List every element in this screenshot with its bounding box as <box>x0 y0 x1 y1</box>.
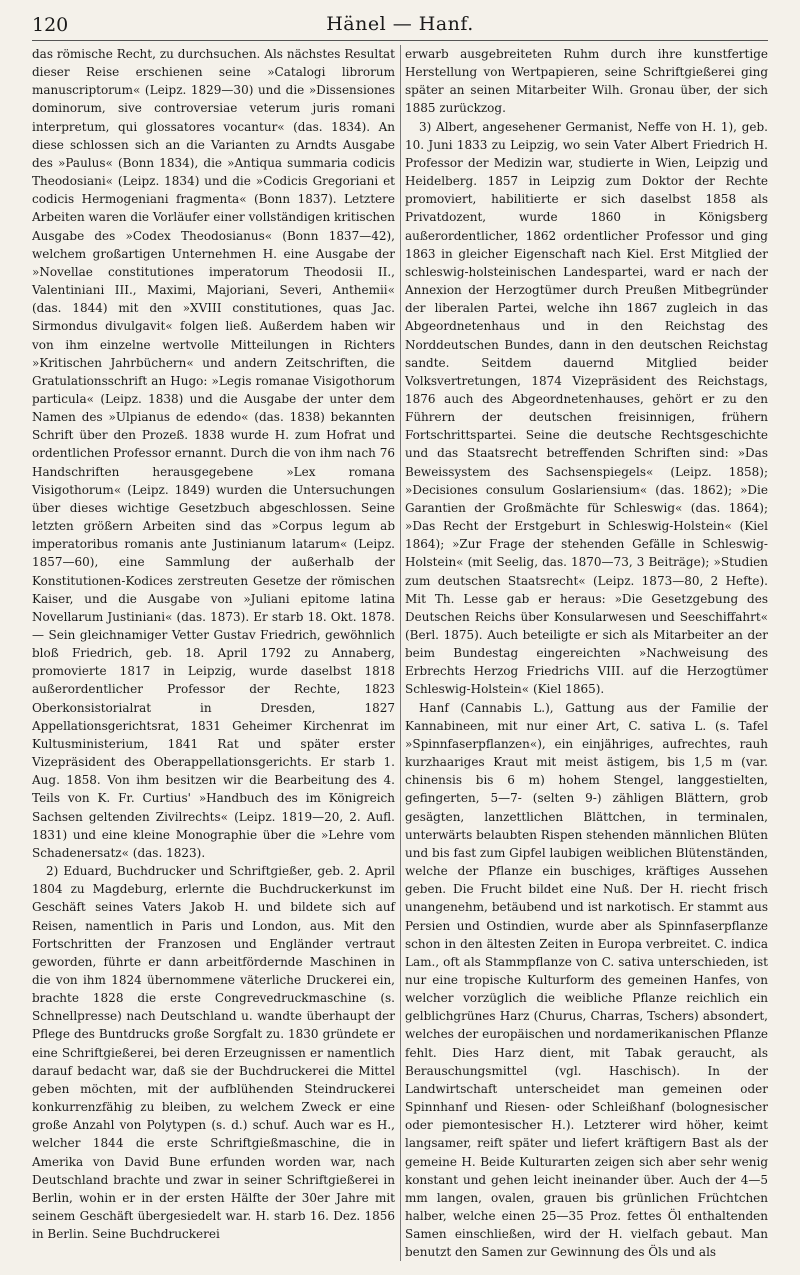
left-column <box>32 45 395 1261</box>
paragraph: Hanf (Cannabis L.), Gattung aus der Familie der Kannabineen, mit nur einer Art, C. sativa L. (s. Tafel »Spinnfaserpflanzen«), ein einjähriges, aufrechtes, rauh kurzhaariges Kraut mit meist ästigem, bis 1,5 m (var. chinensis bis 6 m) hohem Stengel, langgestielten, gefingerten, 5—7- (selten 9-) zähligen Blättern, grob gesägten, lanzettlichen Blättchen, in terminalen, unterwärts belaubten Rispen stehenden männlichen Blüten und bis fast zum Gipfel laubigen weiblichen Blütenständen, welche der Pflanze ein buschiges, kräftiges Aussehen geben. Die Frucht bildet eine Nuß. Der H. riecht frisch unangenehm, betäubend und ist narkotisch. Er stammt aus Persien und Ostindien, wurde aber als Spinnfaserpflanze schon in den ältesten Zeiten in Europa verbreitet. C. indica Lam., oft als Stammpflanze von C. sativa unterschieden, ist nur eine tropische Kulturform des gemeinen Hanfes, von welcher vorzüglich die weibliche Pflanze reichlich ein gelblichgrünes Harz (Churus, Charras, Tschers) absondert, welches der europäischen und nordamerikanischen Pflanze fehlt. Dies Harz dient, mit Tabak geraucht, als Berauschungsmittel (vgl. Haschisch). In der Landwirtschaft unterscheidet man gemeinen oder Spinnhanf und Riesen- oder Schleißhanf (bolognesischer oder piemontesischer H.). Letzterer wird höher, keimt langsamer, reift später und liefert kräftigern Bast als der gemeine H. Beide Kulturarten zeigen sich aber sehr wenig konstant und gehen leicht ineinander über. Auch der 4—5 mm langen, ovalen, grauen bis grünlichen Früchtchen halber, welche einen 25—35 Proz. fettes Öl enthaltenden Samen einschließen, wird der H. vielfach gebaut. Man benutzt den Samen zur Gewinnung des Öls und als <box>405 700 768 1260</box>
paragraph: das römische Recht, zu durchsuchen. Als nächstes Resultat dieser Reise erschienen seine »Catalogi librorum manuscriptorum« (Leipz. 1829—30) und die »Dissensiones dominorum, sive controversiae veterum juris romani interpretum, qui glossatores vocantur« (das. 1834). An diese schlossen sich an die Varianten zu Arndts Ausgabe des »Paulus« (Bonn 1834), die »Antiqua summaria codicis Theodosiani« (Leipz. 1834) und die »Codicis Gregoriani et codicis Hermogeniani fragmenta« (Bonn 1837). Letztere Arbeiten waren die Vorläufer einer vollständigen kritischen Ausgabe des »Codex Theodosianus« (Bonn 1837—42), welchem großartigen Unternehmen H. eine Ausgabe der »Novellae constitutiones imperatorum Theodosii II., Valentiniani III., Maximi, Majoriani, Severi, Anthemii« (das. 1844) mit den »XVIII constitutiones, quas Jac. Sirmondus divulgavit« folgen ließ. Außerdem haben wir von ihm einzelne wertvolle Mitteilungen in Richters »Kritischen Jahrbüchern« und andern Zeitschriften, die Gratulationsschrift an Hugo: »Legis romanae Visigothorum particula« (Leipz. 1838) und die Ausgabe der unter dem Namen des »Ulpianus de edendo« (das. 1838) bekannten Schrift über den Prozeß. 1838 wurde H. zum Hofrat und ordentlichen Professor ernannt. Durch die von ihm nach 76 Handschriften herausgegebene »Lex romana Visigothorum« (Leipz. 1849) wurden die Untersuchungen über dieses wichtige Gesetzbuch abgeschlossen. Seine letzten größern Arbeiten sind das »Corpus legum ab imperatoribus romanis ante Justinianum latarum« (Leipz. 1857—60), eine Sammlung der außerhalb der Konstitutionen-Kodices zerstreuten Gesetze der römischen Kaiser, und die Ausgabe von »Juliani epitome latina Novellarum Justiniani« (das. 1873). Er starb 18. Okt. 1878. — Sein gleichnamiger Vetter Gustav Friedrich, gewöhnlich bloß Friedrich, geb. 18. April 1792 zu Annaberg, promovierte 1817 in Leipzig, wurde daselbst 1818 außerordentlicher Professor der Rechte, 1823 Oberkonsistorialrat in Dresden, 1827 Appellationsgerichtsrat, 1831 Geheimer Kirchenrat im Kultusministerium, 1841 Rat und später erster Vizepräsident des Oberappellationsgerichts. Er starb 1. Aug. 1858. Von ihm besitzen wir die Bearbeitung des 4. Teils von K. Fr. Curtius' »Handbuch des im Königreich Sachsen geltenden Zivilrechts« (Leipz. 1819—20, 2. Aufl. 1831) und eine kleine Monographie über die »Lehre vom Schadenersatz« (das. 1823). <box>32 47 395 860</box>
text-columns <box>32 45 768 1261</box>
paragraph: 2) Eduard, Buchdrucker und Schriftgießer, geb. 2. April 1804 zu Magdeburg, erlernte die Buchdruckerkunst im Geschäft seines Vaters Jakob H. und bildete sich auf Reisen, namentlich in Paris und London, aus. Mit den Fortschritten der Franzosen und Engländer vertraut geworden, führte er dann arbeitfördernde Maschinen in die von ihm 1824 übernommene väterliche Druckerei ein, brachte 1828 die erste Congrevedruckmaschine (s. Schnellpresse) nach Deutschland u. wandte überhaupt der Pflege des Buntdrucks große Sorgfalt zu. 1830 gründete er eine Schriftgießerei, bei deren Erzeugnissen er namentlich darauf bedacht war, daß sie der Buchdruckerei die Mittel geben möchten, mit der aufblühenden Steindruckerei konkurrenzfähig zu bleiben, zu welchem Zweck er eine große Anzahl von Polytypen (s. d.) schuf. Auch war es H., welcher 1844 die erste Schriftgießmaschine, die in Amerika von David Bune erfunden worden war, nach Deutschland brachte und zwar in seiner Schriftgießerei in Berlin, wohin er in der ersten Hälfte der 30er Jahre mit seinem Geschäft übergesiedelt war. H. starb 16. Dez. 1856 in Berlin. Seine Buchdruckerei <box>32 864 395 1242</box>
page-number: 120 <box>32 14 69 36</box>
paragraph: erwarb ausgebreiteten Ruhm durch ihre kunstfertige Herstellung von Wertpapieren, seine Schriftgießerei ging später an seinen Mitarbeiter Wilh. Gronau über, der sich 1885 zurückzog. <box>405 47 768 116</box>
paragraph: 3) Albert, angesehener Germanist, Neffe von H. 1), geb. 10. Juni 1833 zu Leipzig, wo sein Vater Albert Friedrich H. Professor der Medizin war, studierte in Wien, Leipzig und Heidelberg. 1857 in Leipzig zum Doktor der Rechte promoviert, habilitierte er sich daselbst 1858 als Privatdozent, wurde 1860 in Königsberg außerordentlicher, 1862 ordentlicher Professor und ging 1863 in gleicher Eigenschaft nach Kiel. Erst Mitglied der schleswig-holsteinischen Landespartei, ward er nach der Annexion der Herzogtümer durch Preußen Mitbegründer der liberalen Partei, welche ihn 1867 zugleich in das Abgeordnetenhaus und in den Reichstag des Norddeutschen Bundes, dann in den deutschen Reichstag sandte. Seitdem dauernd Mitglied beider Volksvertretungen, 1874 Vizepräsident des Reichstags, 1876 auch des Abgeordnetenhauses, gehört er zu den Führern der deutschen freisinnigen, frühern Fortschrittspartei. Seine die deutsche Rechtsgeschichte und das Staatsrecht betreffenden Schriften sind: »Das Beweissystem des Sachsenspiegels« (Leipz. 1858); »Decisiones consulum Goslariensium« (das. 1862); »Die Garantien der Großmächte für Schleswig« (das. 1864); »Das Recht der Erstgeburt in Schleswig-Holstein« (Kiel 1864); »Zur Frage der stehenden Gefälle in Schleswig-Holstein« (mit Seelig, das. 1870—73, 3 Beiträge); »Studien zum deutschen Staatsrecht« (Leipz. 1873—80, 2 Hefte). Mit Th. Lesse gab er heraus: »Die Gesetzgebung des Deutschen Reichs über Konsularwesen und Seeschiffahrt« (Berl. 1875). Auch beteiligte er sich als Mitarbeiter an der beim Bundestag eingereichten »Nachweisung des Erbrechts Herzog Friedrichs VIII. auf die Herzogtümer Schleswig-Holstein« (Kiel 1865). <box>405 119 768 697</box>
page-header <box>32 10 768 41</box>
running-head: Hänel — Hanf. <box>326 13 474 35</box>
right-column <box>405 45 768 1261</box>
column-divider <box>400 45 401 1261</box>
